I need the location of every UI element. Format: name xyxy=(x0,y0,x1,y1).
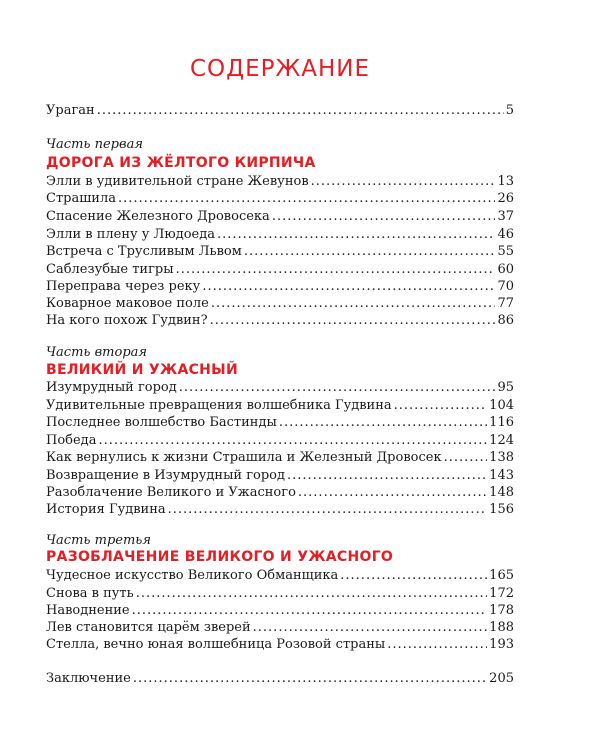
toc-entry[interactable] xyxy=(46,413,514,433)
part-3-kicker: Часть третья xyxy=(46,533,151,548)
toc-entry-label: Элли в плену у Людоеда xyxy=(46,227,215,242)
dot-leader xyxy=(168,500,488,520)
toc-entry-page: 148 xyxy=(489,485,514,500)
toc-entry-page: 104 xyxy=(489,398,514,413)
part-3-title: РАЗОБЛАЧЕНИЕ ВЕЛИКОГО И УЖАСНОГО xyxy=(46,549,394,565)
toc-entry-label: Последнее волшебство Бастинды xyxy=(46,415,277,430)
toc-entry-page: 138 xyxy=(489,450,514,465)
toc-title: СОДЕРЖАНИЕ xyxy=(189,56,371,82)
dot-leader xyxy=(272,207,496,227)
toc-entry-label: Удивительные превращения волшебника Гудвина xyxy=(46,398,392,413)
toc-entry-intro[interactable] xyxy=(46,101,514,121)
part-1-title: ДОРОГА ИЗ ЖЁЛТОГО КИРПИЧА xyxy=(46,155,316,171)
toc-entry-page: 86 xyxy=(497,313,514,328)
dot-leader xyxy=(279,413,487,433)
dot-leader xyxy=(210,311,496,331)
toc-entry-page: 193 xyxy=(489,637,514,652)
toc-entry-page: 55 xyxy=(497,244,514,259)
toc-entry-label: Элли в удивительной стране Жевунов xyxy=(46,174,309,189)
part-2-kicker: Часть вторая xyxy=(46,345,148,360)
toc-entry[interactable] xyxy=(46,242,514,262)
toc-entry-page: 70 xyxy=(497,279,514,294)
part-2-title: ВЕЛИКИЙ И УЖАСНЫЙ xyxy=(46,362,239,378)
toc-entry[interactable] xyxy=(46,207,514,227)
dot-leader xyxy=(97,101,504,121)
dot-leader xyxy=(244,242,496,262)
toc-entry-page: 60 xyxy=(497,262,514,277)
toc-entry-page: 172 xyxy=(489,586,514,601)
dot-leader xyxy=(118,189,495,209)
toc-entry[interactable] xyxy=(46,500,514,520)
toc-entry-label: История Гудвина xyxy=(46,502,166,517)
toc-entry-label: Возвращение в Изумрудный город xyxy=(46,468,286,483)
toc-entry-outro[interactable] xyxy=(46,669,514,689)
toc-entry-label: Изумрудный город xyxy=(46,380,177,395)
toc-entry-label: Заключение xyxy=(46,671,131,686)
toc-entry-label: Саблезубые тигры xyxy=(46,262,174,277)
toc-entry-page: 77 xyxy=(497,296,514,311)
toc-entry-label: Страшила xyxy=(46,191,116,206)
toc-entry-page: 26 xyxy=(497,191,514,206)
toc-entry-label: Встреча с Трусливым Львом xyxy=(46,244,242,259)
toc-entry[interactable] xyxy=(46,378,514,398)
toc-entry-label: Лев становится царём зверей xyxy=(46,620,251,635)
toc-entry-label: Победа xyxy=(46,433,97,448)
toc-entry-label: Наводнение xyxy=(46,603,130,618)
toc-entry-page: 95 xyxy=(497,380,514,395)
toc-entry-page: 143 xyxy=(489,468,514,483)
toc-entry[interactable] xyxy=(46,448,514,468)
toc-entry[interactable] xyxy=(46,635,514,655)
toc-entry[interactable] xyxy=(46,566,514,586)
dot-leader xyxy=(444,448,488,468)
part-1-kicker: Часть первая xyxy=(46,137,143,152)
toc-entry-label: На кого похож Гудвин? xyxy=(46,313,208,328)
toc-entry[interactable] xyxy=(46,311,514,331)
dot-leader xyxy=(133,669,487,689)
toc-entry-page: 165 xyxy=(489,568,514,583)
toc-entry-label: Коварное маковое поле xyxy=(46,296,209,311)
toc-entry-page: 37 xyxy=(497,209,514,224)
toc-entry-label: Ураган xyxy=(46,103,95,118)
toc-entry-label: Разоблачение Великого и Ужасного xyxy=(46,485,296,500)
dot-leader xyxy=(387,635,487,655)
toc-entry-label: Стелла, вечно юная волшебница Розовой страны xyxy=(46,637,386,652)
toc-entry-page: 124 xyxy=(489,433,514,448)
toc-entry-label: Переправа через реку xyxy=(46,279,201,294)
dot-leader xyxy=(179,378,496,398)
toc-entry-label: Спасение Железного Дровосека xyxy=(46,209,270,224)
toc-entry-page: 116 xyxy=(489,415,514,430)
toc-entry-page: 178 xyxy=(489,603,514,618)
toc-entry-label: Снова в путь xyxy=(46,586,134,601)
dot-leader xyxy=(340,566,487,586)
toc-entry-page: 156 xyxy=(489,502,514,517)
toc-entry-page: 188 xyxy=(489,620,514,635)
toc-entry-page: 46 xyxy=(497,227,514,242)
toc-entry[interactable] xyxy=(46,189,514,209)
toc-entry-label: Чудесное искусство Великого Обманщика xyxy=(46,568,339,583)
toc-entry-page: 205 xyxy=(489,671,514,686)
toc-entry-page: 5 xyxy=(505,103,514,118)
toc-entry-label: Как вернулись к жизни Страшила и Железный Дровосек xyxy=(46,450,442,465)
toc-entry-page: 13 xyxy=(497,174,514,189)
